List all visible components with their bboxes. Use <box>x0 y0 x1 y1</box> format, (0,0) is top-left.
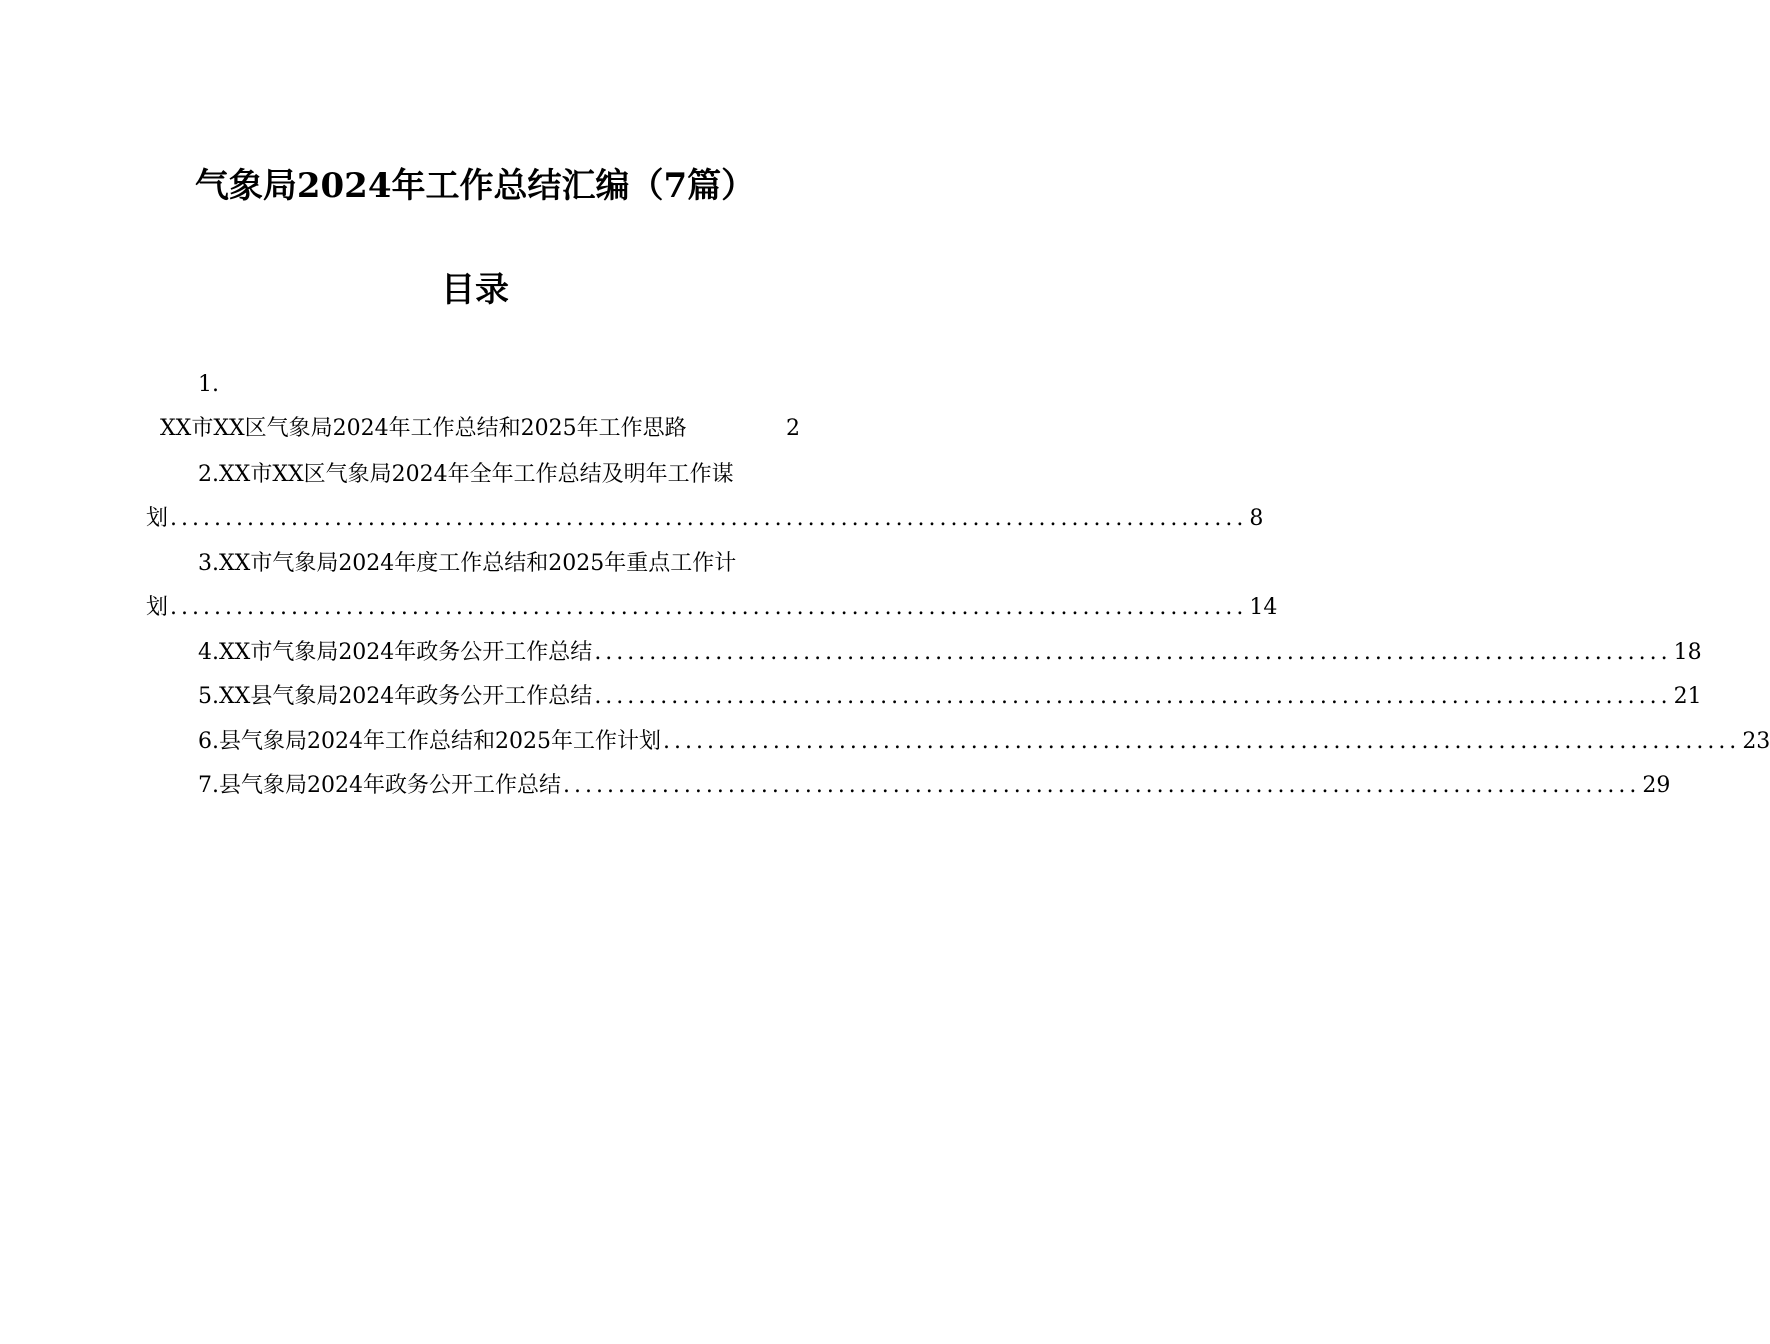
toc-entry-4-text: 4.XX市气象局2024年政务公开工作总结 <box>198 640 593 665</box>
toc-entry-7-text: 7.县气象局2024年政务公开工作总结 <box>198 773 561 798</box>
toc-heading: 目录 <box>441 270 509 310</box>
toc-entry-2-text-line1[interactable]: 2.XX市XX区气象局2024年全年工作总结及明年工作谋 <box>198 462 734 487</box>
toc-leader: .................................................................................................. <box>170 595 1248 620</box>
document-title: 气象局2024年工作总结汇编（7篇） <box>194 166 756 206</box>
toc-entry-7[interactable] <box>198 771 1671 801</box>
toc-entry-2-text-line2: 划 <box>146 506 169 531</box>
toc-entry-2-page: 8 <box>1249 506 1264 531</box>
toc-entry-3-text-line2: 划 <box>146 595 169 620</box>
toc-entry-5-text: 5.XX县气象局2024年政务公开工作总结 <box>198 684 593 709</box>
toc-entry-6[interactable] <box>198 727 1770 757</box>
toc-entry-4-page: 18 <box>1673 640 1702 665</box>
toc-leader: .................................................................................................. <box>662 729 1741 754</box>
toc-entry-6-text: 6.县气象局2024年工作总结和2025年工作计划 <box>198 729 661 754</box>
toc-entry-5[interactable] <box>198 682 1702 712</box>
toc-leader: .................................................................................................. <box>594 640 1672 665</box>
toc-entry-2[interactable] <box>146 504 1264 534</box>
toc-entry-5-page: 21 <box>1673 684 1702 709</box>
toc-leader: .................................................................................................. <box>562 773 1641 798</box>
toc-entry-3-text-line1[interactable]: 3.XX市气象局2024年度工作总结和2025年重点工作计 <box>198 551 737 576</box>
toc-entry-1[interactable] <box>160 414 800 444</box>
toc-entry-1-number: 1. <box>198 372 219 397</box>
toc-entry-7-page: 29 <box>1642 773 1671 798</box>
toc-entry-4[interactable] <box>198 638 1702 668</box>
toc-leader: .................................................................................................. <box>594 684 1672 709</box>
toc-entry-6-page: 23 <box>1742 729 1770 754</box>
toc-entry-3[interactable] <box>146 593 1278 623</box>
toc-leader: .................................................................................................. <box>170 506 1248 531</box>
toc-entry-3-page: 14 <box>1249 595 1278 620</box>
toc-entry-1-page: 2 <box>786 416 800 441</box>
toc-entry-1-text: XX市XX区气象局2024年工作总结和2025年工作思路 <box>160 416 687 441</box>
